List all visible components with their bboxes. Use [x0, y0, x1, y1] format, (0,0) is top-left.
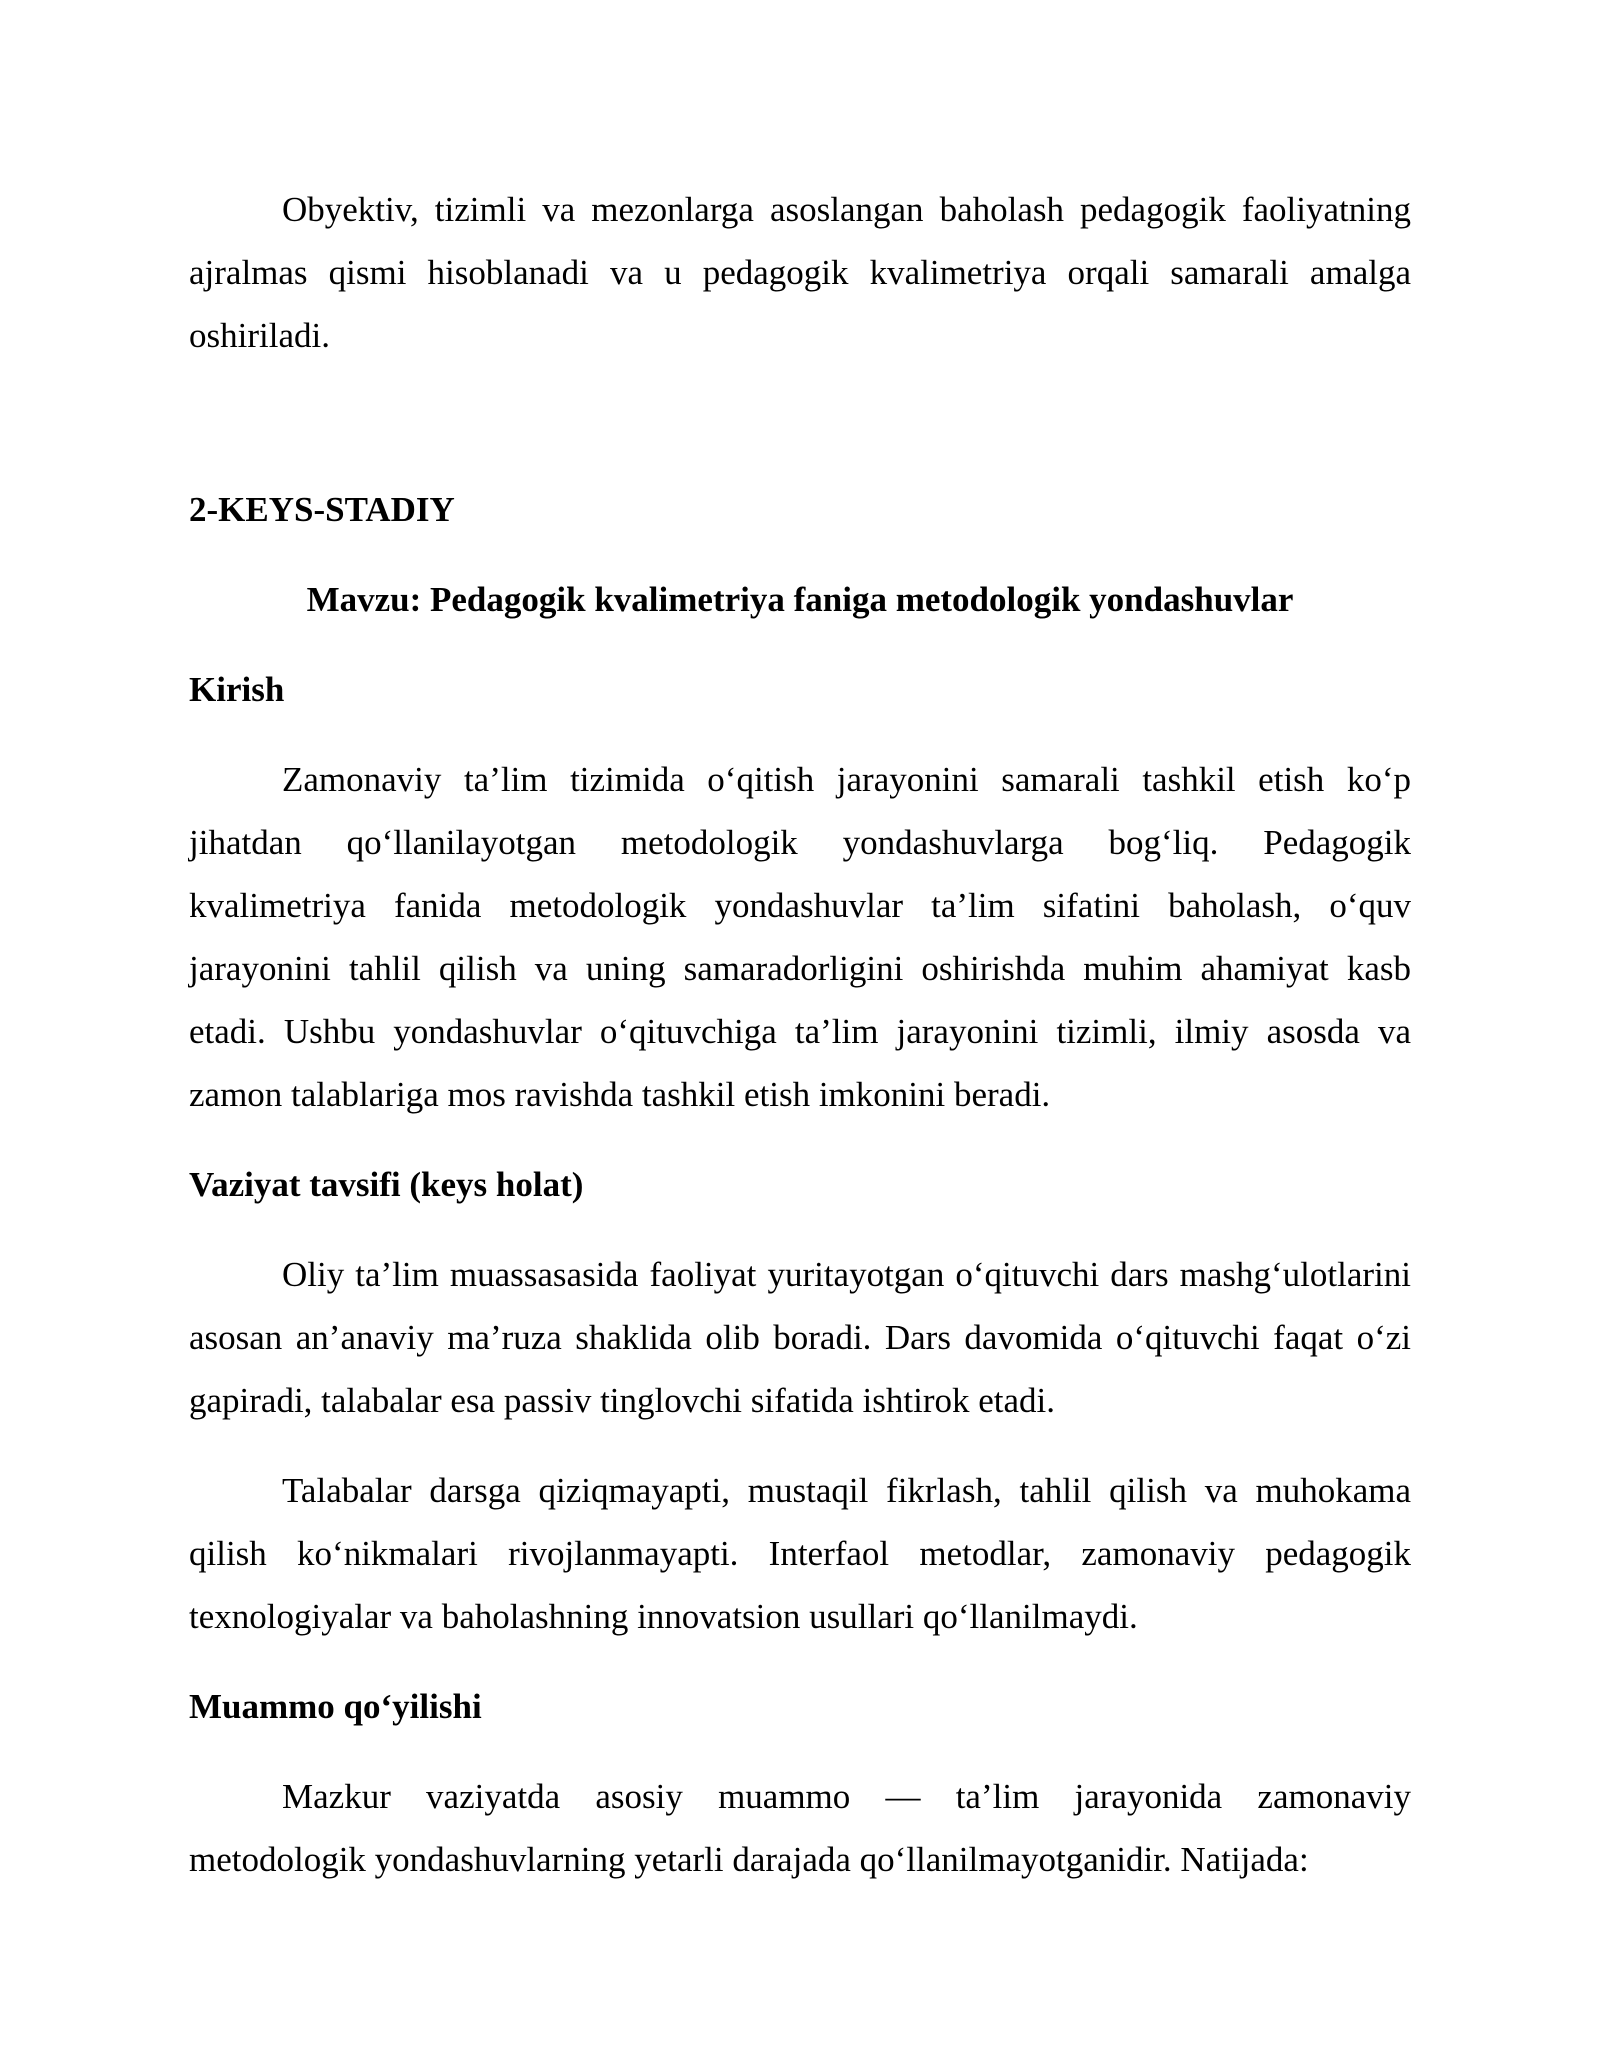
- problem-text: Mazkur vaziyatda asosiy muammo — ta’lim jarayonida zamonaviy metodologik yondashuvlarning yetarli darajada qo‘llanilmayotganidir. Natijada:: [189, 1777, 1411, 1879]
- spacer: [189, 541, 1411, 568]
- spacer: [189, 1126, 1411, 1153]
- situation-paragraph-1: Oliy ta’lim muassasasida faoliyat yuritayotgan o‘qituvchi dars mashg‘ulotlarini asosan an’anaviy ma’ruza shaklida olib boradi. Dars davomida o‘qituvchi faqat o‘zi gapiradi, talabalar esa passiv tinglovchi sifatida ishtirok etadi.: [189, 1255, 1411, 1420]
- section-heading-kirish: Kirish: [189, 670, 285, 709]
- intro-paragraph: Obyektiv, tizimli va mezonlarga asoslangan baholash pedagogik faoliyatning ajralmas qismi hisoblanadi va u pedagogik kvalimetriya orqali samarali amalga oshiriladi.: [189, 190, 1411, 355]
- topic-heading: Mavzu: Pedagogik kvalimetriya faniga metodologik yondashuvlar: [306, 580, 1294, 619]
- spacer: [189, 1432, 1411, 1459]
- spacer: [189, 1216, 1411, 1243]
- case-title: 2-KEYS-STADIY: [189, 490, 455, 529]
- section-heading-situation: Vaziyat tavsifi (keys holat): [189, 1165, 584, 1204]
- spacer: [189, 721, 1411, 748]
- spacer: [189, 1738, 1411, 1765]
- spacer: [189, 367, 1411, 478]
- document-page: [189, 178, 1411, 1891]
- situation-paragraph-2: Talabalar darsga qiziqmayapti, mustaqil fikrlash, tahlil qilish va muhokama qilish ko‘nikmalari rivojlanmayapti. Interfaol metodlar, zamonaviy pedagogik texnologiyalar va baholashning innovatsion usullari qo‘llanilmaydi.: [189, 1471, 1411, 1636]
- section-heading-problem: Muammo qo‘yilishi: [189, 1687, 482, 1726]
- intro-text: Zamonaviy ta’lim tizimida o‘qitish jarayonini samarali tashkil etish ko‘p jihatdan qo‘llanilayotgan metodologik yondashuvlarga bog‘liq. Pedagogik kvalimetriya fanida metodologik yondashuvlar ta’lim sifatini baholash, o‘quv jarayonini tahlil qilish va uning samaradorligini oshirishda muhim ahamiyat kasb etadi. Ushbu yondashuvlar o‘qituvchiga ta’lim jarayonini tizimli, ilmiy asosda va zamon talablariga mos ravishda tashkil etish imkonini beradi.: [189, 760, 1411, 1114]
- spacer: [189, 1648, 1411, 1675]
- spacer: [189, 631, 1411, 658]
